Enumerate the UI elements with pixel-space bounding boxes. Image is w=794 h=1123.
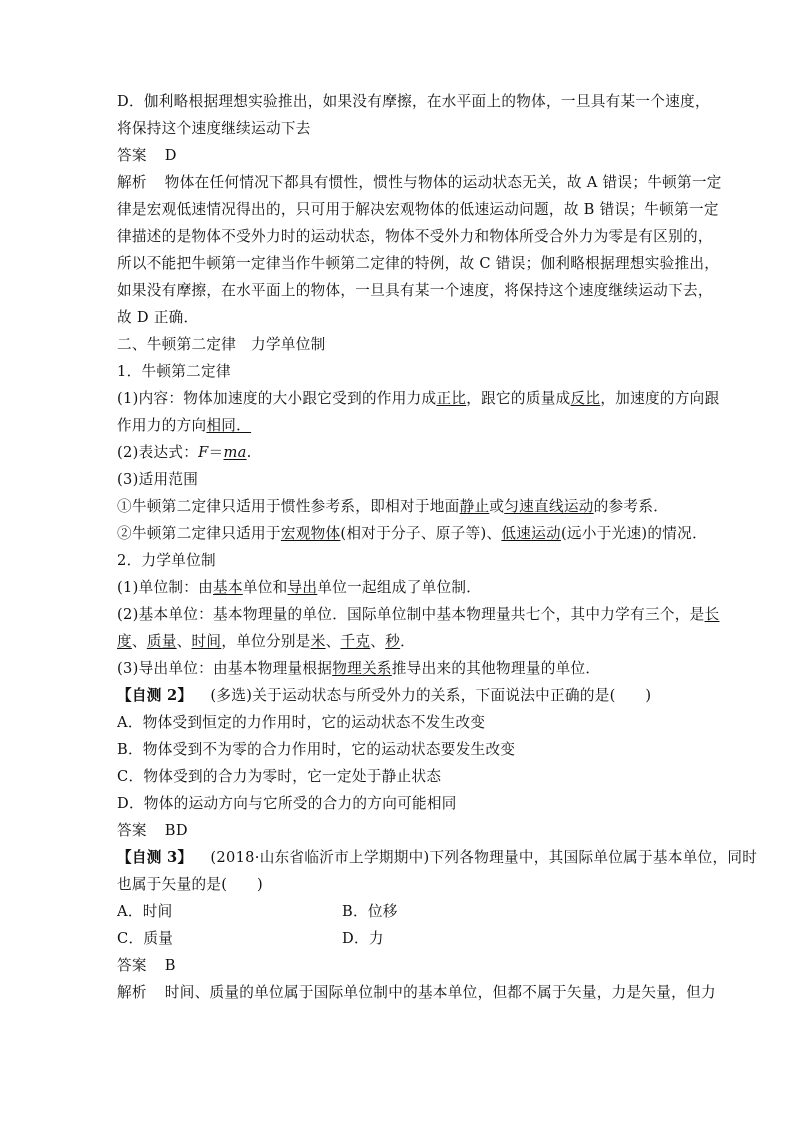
base-unit-line-1: (2)基本单位：基本物理量的单位．国际单位制中基本物理量共七个，其中力学有三个，是长: [117, 606, 720, 623]
question-2-option-a: A．物体受到恒定的力作用时，它的运动状态不发生改变: [117, 714, 486, 731]
question-3-tag: 【自测 3】: [117, 849, 193, 866]
option-d-line-2: 将保持这个速度继续运动下去: [117, 120, 311, 137]
scope-line-1: ①牛顿第二定律只适用于惯性参考系，即相对于地面静止或匀速直线运动的参考系．: [117, 498, 669, 515]
question-3-analysis: 解析 时间、质量的单位属于国际单位制中的基本单位，但都不属于矢量，力是矢量，但力: [117, 984, 716, 1001]
question-3-stem-line-2: 也属于矢量的是( ): [117, 876, 264, 893]
analysis-line-6: 故 D 正确．: [117, 309, 199, 326]
question-2-option-d: D．物体的运动方向与它所受的合力的方向可能相同: [117, 795, 457, 812]
scope-line-2: ②牛顿第二定律只适用于宏观物体(相对于分子、原子等)、低速运动(远小于光速)的情况．: [117, 525, 707, 542]
content-line-1: (1)内容：物体加速度的大小跟它受到的作用力成正比，跟它的质量成反比，加速度的方向跟: [117, 390, 720, 407]
question-2-option-c: C．物体受到的合力为零时，它一定处于静止状态: [117, 768, 442, 785]
analysis-line-2: 律是宏观低速情况得出的，只可用于解决宏观物体的低速运动问题，故 B 错误；牛顿第一定: [117, 201, 719, 218]
section-heading: 二、牛顿第二定律 力学单位制: [117, 336, 326, 353]
scope-title: (3)适用范围: [117, 471, 199, 488]
analysis-line-3: 律描述的是物体不受外力时的运动状态，物体不受外力和物体所受合外力为零是有区别的，: [117, 228, 713, 245]
analysis-label: 解析: [117, 174, 147, 191]
subsection-title-1: 1．牛顿第二定律: [117, 363, 231, 380]
answer-line: [117, 142, 682, 169]
analysis-line-4: 所以不能把牛顿第一定律当作牛顿第二定律的特例，故 C 错误；伽利略根据理想实验推出，: [117, 255, 720, 272]
unit-system-line: (1)单位制：由基本单位和导出单位一起组成了单位制．: [117, 579, 482, 596]
question-2-option-b: B．物体受到不为零的合力作用时，它的运动状态要发生改变: [117, 741, 516, 758]
question-3-stem-line-1: 【自测 3】 (2018·山东省临沂市上学期期中)下列各物理量中，其国际单位属于基本单位，同时: [117, 849, 758, 866]
question-3-options-row-1: A．时间 B．位移: [117, 903, 398, 920]
question-2-answer: 答案 BD: [117, 822, 188, 839]
question-3-answer: 答案 B: [117, 957, 176, 974]
analysis-line-5: 如果没有摩擦，在水平面上的物体，一旦具有某一个速度，将保持这个速度继续运动下去，: [117, 282, 713, 299]
question-2-tag: 【自测 2】: [117, 687, 193, 704]
question-3-options-row-2: C．质量 D．力: [117, 930, 384, 947]
derived-unit-line: (3)导出单位：由基本物理量根据物理关系推导出来的其他物理量的单位．: [117, 660, 601, 677]
option-d-line-1: D．伽利略根据理想实验推出，如果没有摩擦，在水平面上的物体，一旦具有某一个速度，: [117, 93, 710, 110]
subsection-title-2: 2．力学单位制: [117, 552, 216, 569]
analysis-line-1: 解析 物体在任何情况下都具有惯性，惯性与物体的运动状态无关，故 A 错误；牛顿第一定: [117, 174, 722, 191]
answer-value: D: [164, 147, 177, 164]
content-line-2: 作用力的方向相同．: [117, 417, 252, 434]
expression-line: (2)表达式：F＝ma.: [117, 444, 252, 461]
answer-label: 答案: [117, 147, 147, 164]
base-unit-line-2: 度、质量、时间，单位分别是米、千克、秒．: [117, 633, 416, 650]
question-2-stem: 【自测 2】 (多选)关于运动状态与所受外力的关系，下面说法中正确的是( ): [117, 687, 652, 704]
document-page: [117, 88, 758, 1006]
